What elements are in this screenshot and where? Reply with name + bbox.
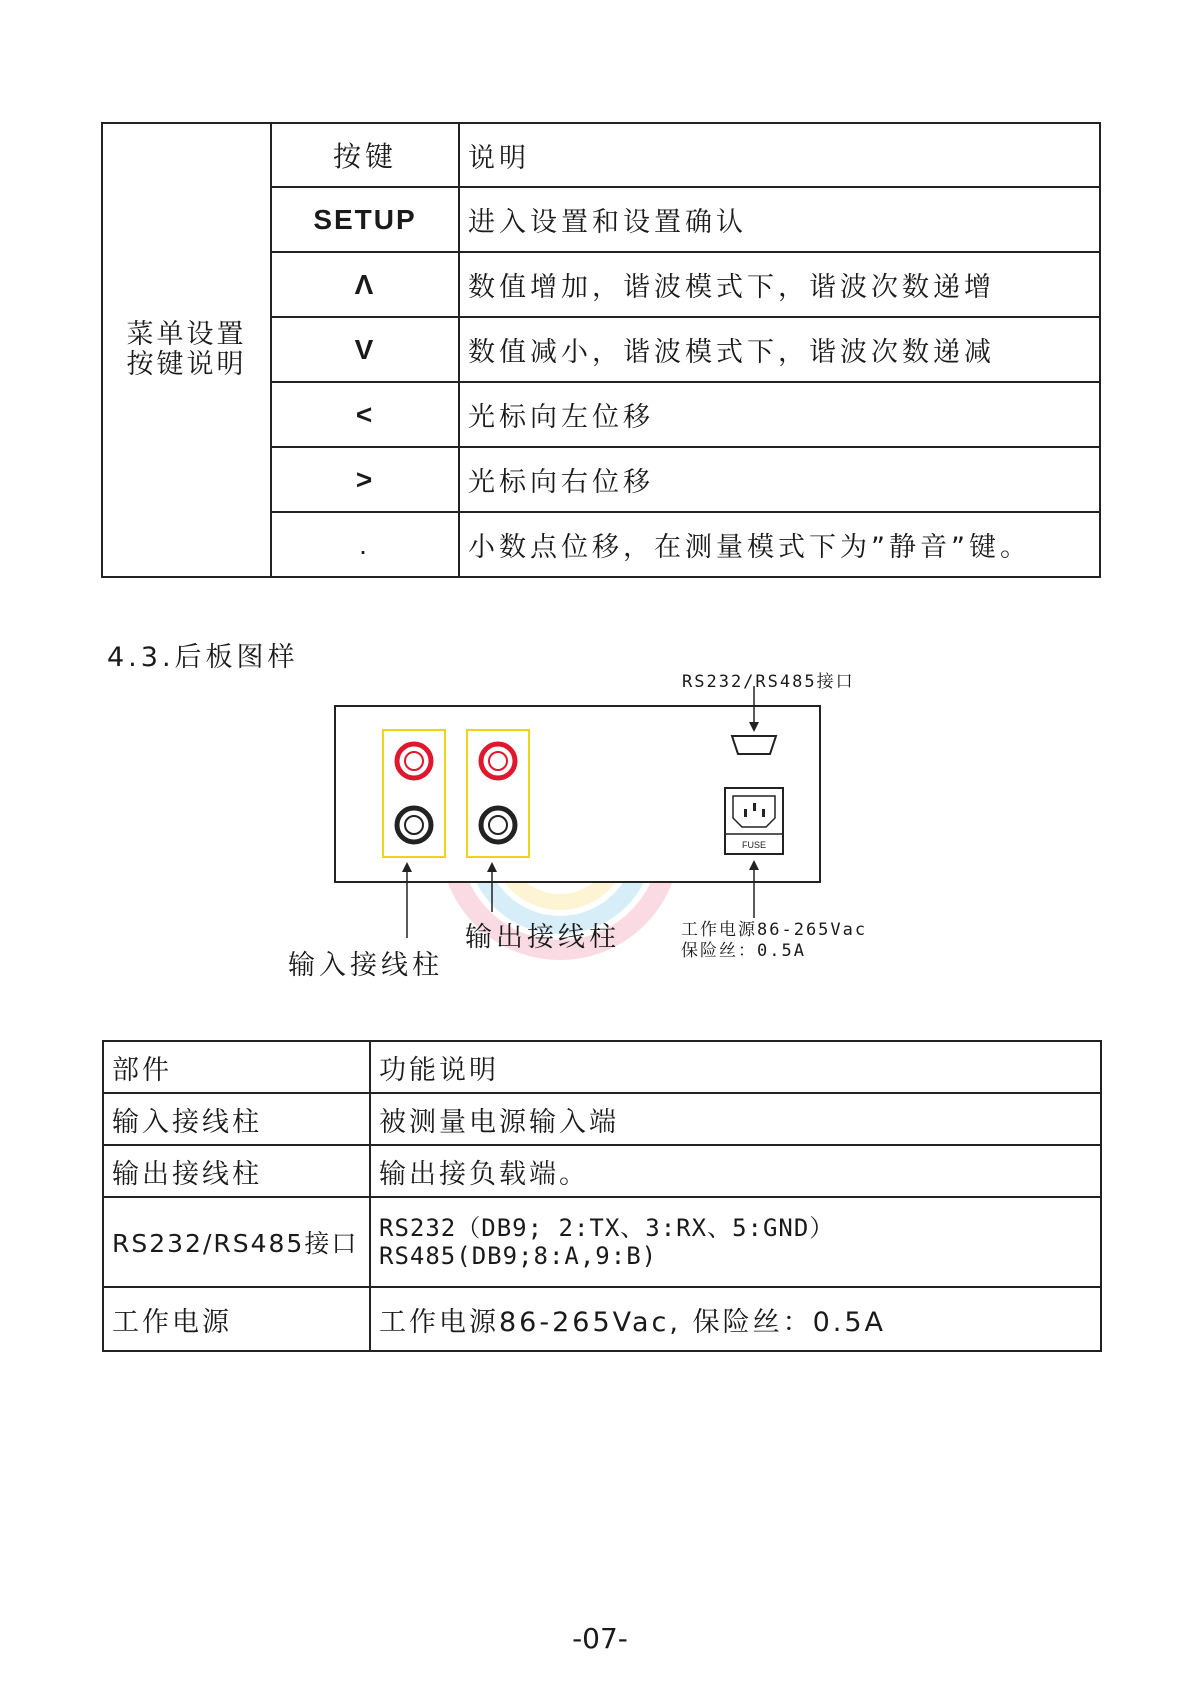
header-part: 部件 [103,1041,370,1093]
desc-right: 光标向右位移 [459,447,1100,512]
key-down: V [271,317,459,382]
output-terminal-label: 输出接线柱 [465,922,620,953]
key-setup: SETUP [271,187,459,252]
power-label [681,920,867,962]
section-title: 4.3.后板图样 [107,642,299,673]
key-left: < [271,382,459,447]
desc-dot: 小数点位移，在测量模式下为”静音”键。 [459,512,1100,577]
output-red-terminal [481,744,515,778]
desc-serial-line2: RS485(DB9;8:A,9:B) [379,1242,658,1270]
output-black-terminal [481,808,515,842]
part-power-supply: 工作电源 [103,1287,370,1351]
key-up: Λ [271,252,459,317]
header-function: 功能说明 [370,1041,1101,1093]
header-desc: 说明 [459,123,1100,187]
part-output-terminal: 输出接线柱 [103,1145,370,1197]
side-label-line1: 菜单设置 [126,319,247,350]
input-red-terminal [397,744,431,778]
serial-port-label: RS232/RS485接口 [682,672,855,692]
desc-serial-port [370,1197,1101,1287]
desc-input-terminal: 被测量电源输入端 [370,1093,1101,1145]
desc-down: 数值减小，谐波模式下，谐波次数递减 [459,317,1100,382]
power-label-line1: 工作电源86-265Vac [681,920,868,940]
desc-power-supply: 工作电源86-265Vac, 保险丝：0.5A [370,1287,1101,1351]
db9-port-icon [732,736,776,754]
desc-output-terminal: 输出接负载端。 [370,1145,1101,1197]
page-number: -07- [572,1622,628,1655]
side-label-line2: 按键说明 [126,349,247,380]
part-input-terminal: 输入接线柱 [103,1093,370,1145]
key-right: > [271,447,459,512]
input-terminal-label: 输入接线柱 [288,950,443,981]
desc-serial-line1: RS232（DB9; 2:TX、3:RX、5:GND） [379,1214,835,1242]
part-serial-port: RS232/RS485接口 [103,1197,370,1287]
fuse-text: FUSE [741,840,767,850]
key-dot: . [271,512,459,577]
desc-left: 光标向左位移 [459,382,1100,447]
input-black-terminal [397,808,431,842]
desc-up: 数值增加，谐波模式下，谐波次数递增 [459,252,1100,317]
desc-setup: 进入设置和设置确认 [459,187,1100,252]
parts-function-table [102,1040,1102,1352]
power-label-line2: 保险丝：0.5A [681,941,806,961]
header-key: 按键 [271,123,459,187]
